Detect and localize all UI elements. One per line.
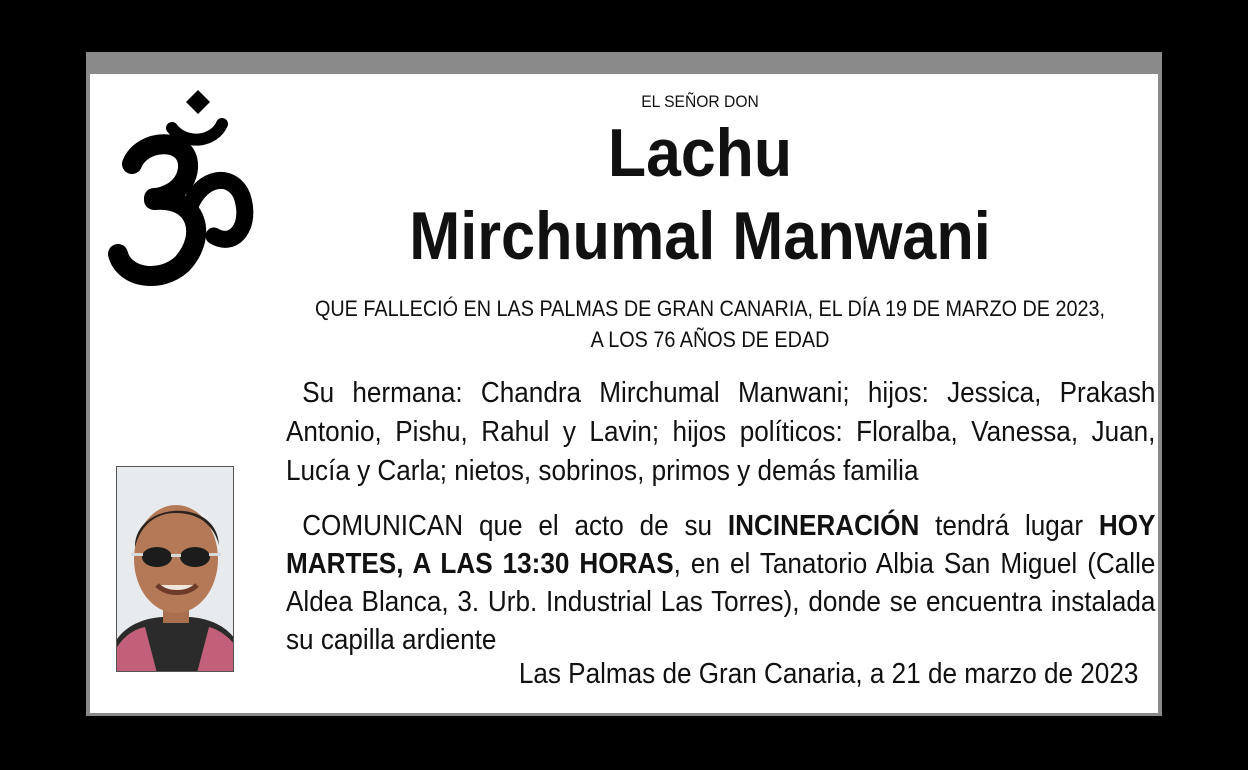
death-details-line-1: QUE FALLECIÓ EN LAS PALMAS DE GRAN CANARIA, EL DÍA 19 DE MARZO DE 2023, (314, 296, 1106, 321)
obituary-card (86, 52, 1162, 716)
deceased-surnames: Mirchumal Manwani (409, 198, 991, 274)
ceremony-part-2: tendrá lugar (919, 510, 1099, 542)
death-details-line-2: A LOS 76 AÑOS DE EDAD (590, 327, 830, 352)
ceremony-part-3: , en el Tanatorio Albia San Miguel (Calle Aldea Blanca, 3. Urb. Industrial Las Torres), donde se encuentra instalada su capilla ardiente (286, 548, 1156, 656)
portrait-photo (116, 466, 234, 672)
ceremony-part-1: COMUNICAN que el acto de su (302, 510, 728, 542)
place-and-date: Las Palmas de Gran Canaria, a 21 de marzo de 2023 (518, 658, 1138, 690)
ceremony-text (286, 507, 1155, 659)
deceased-first-name: Lachu (607, 115, 793, 191)
family-paragraph (268, 374, 1156, 491)
ceremony-paragraph (268, 507, 1156, 659)
ceremony-time: HOY MARTES, A LAS 13:30 HORAS (286, 510, 1156, 580)
om-symbol-icon (102, 86, 262, 296)
closing-line (268, 658, 1138, 691)
card-top-bar (90, 52, 1158, 74)
family-text: Su hermana: Chandra Mirchumal Manwani; hijos: Jessica, Prakash Antonio, Pishu, Rahul y Lavin; hijos políticos: Floralba, Vanessa, Juan, Lucía y Carla; nietos, sobrinos, primos y demás familia (286, 377, 1156, 487)
ceremony-type: INCINERACIÓN (727, 510, 920, 542)
notice-prefix: EL SEÑOR DON (641, 92, 759, 111)
